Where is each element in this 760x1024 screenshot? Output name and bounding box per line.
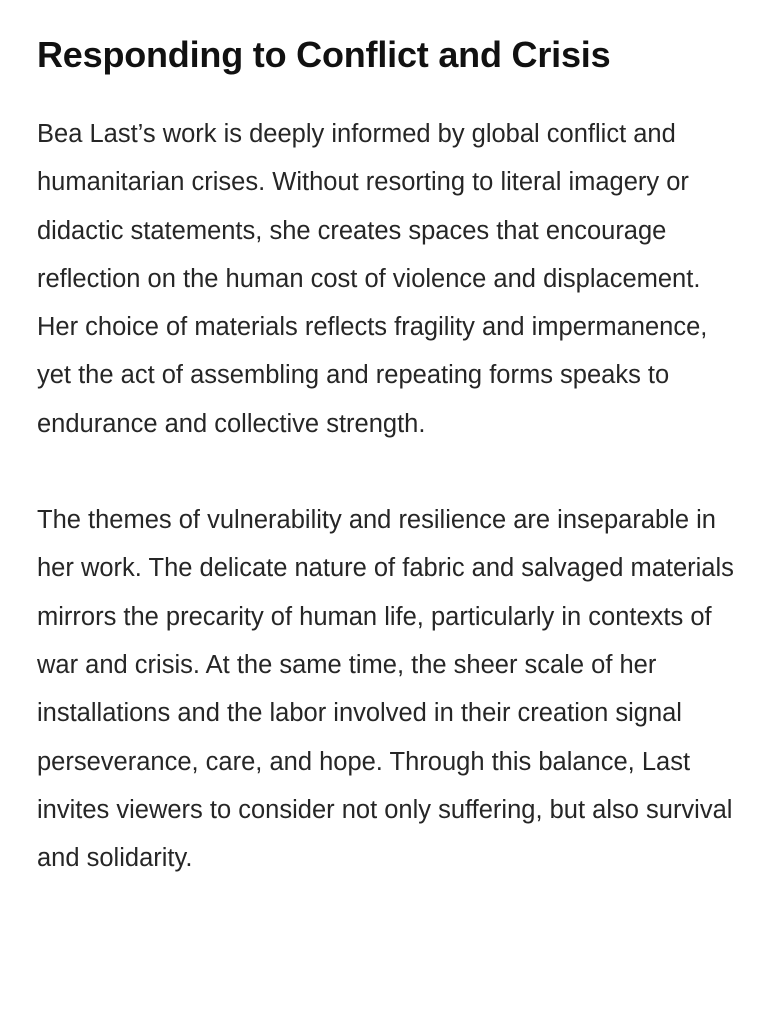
- section-heading: Responding to Conflict and Crisis: [37, 34, 611, 75]
- paragraph-conflict-crisis: Bea Last’s work is deeply informed by global conflict and humanitarian crises. Without resorting to literal imagery or didactic statements, she creates spaces that encourage reflection on the human cost of violence and displacement. Her choice of materials reflects fragility and impermanence, yet the act of assembling and repeating forms speaks to endurance and collective strength.: [37, 120, 708, 438]
- article-section: [37, 0, 737, 882]
- paragraph-vulnerability-resilience: The themes of vulnerability and resilience are inseparable in her work. The delicate nature of fabric and salvaged materials mirrors the precarity of human life, particularly in contexts of war and crisis. At the same time, the sheer scale of her installations and the labor involved in their creation signal perseverance, care, and hope. Through this balance, Last invites viewers to consider not only suffering, but also survival and solidarity.: [37, 506, 734, 873]
